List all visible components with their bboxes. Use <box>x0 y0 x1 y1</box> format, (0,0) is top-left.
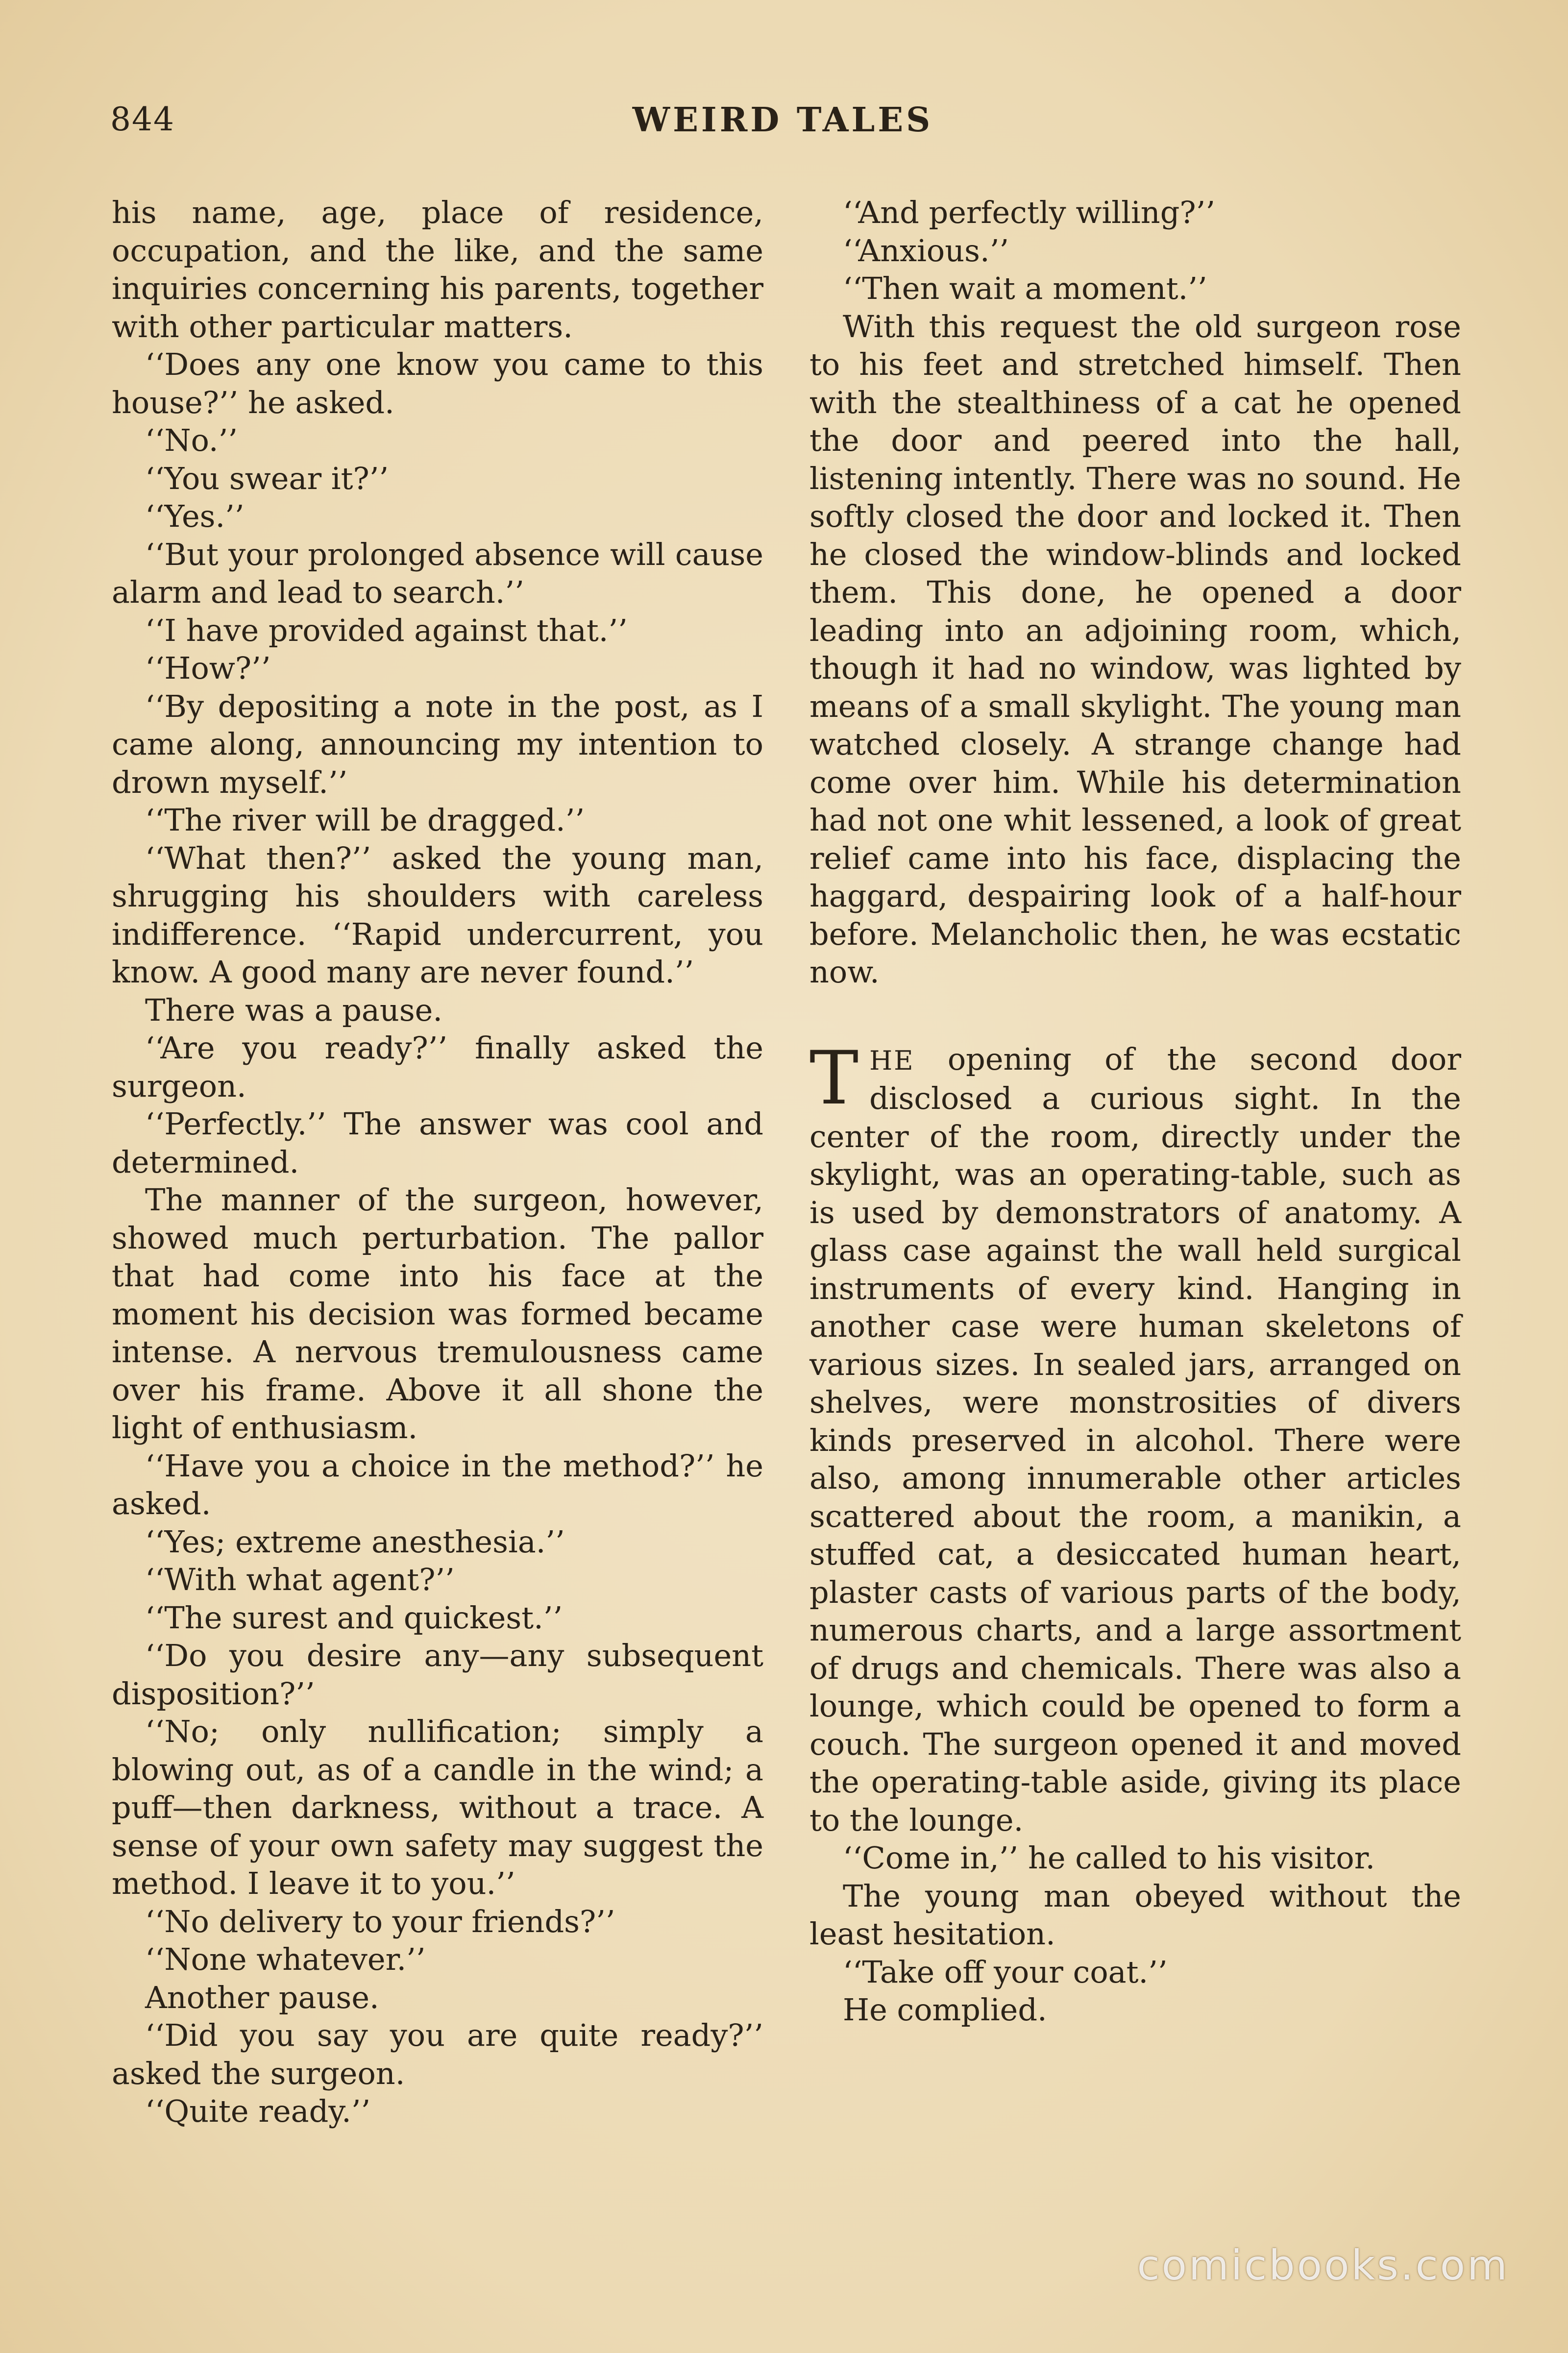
paragraph: ‘‘Have you a choice in the method?’’ he asked. <box>112 1447 763 1521</box>
paragraph: ‘‘You swear it?’’ <box>145 460 389 496</box>
paragraph: his name, age, place of residence, occupation, and the like, and the same inquiries concerning his parents, together with other particular matters. <box>112 195 763 344</box>
running-head: WEIRD TALES <box>632 100 933 140</box>
paragraph: ‘‘With what agent?’’ <box>145 1562 455 1597</box>
page-number: 844 <box>110 100 175 138</box>
paragraph: ‘‘The surest and quickest.’’ <box>145 1599 563 1636</box>
section-break <box>809 991 1461 1040</box>
section-opening-text: opening of the second door disclosed a curious sight. In the center of the room, directly under the skylight, was an operating-table, such as is used by demonstrators of anatomy. A glass case against the wall held surgical instruments of every kind. Hanging in another case were human skeletons of various sizes. In sealed jars, arranged on shelves, were monstrosities of divers kinds preserved in alcohol. There were also, among innumerable other articles scattered about the room, a manikin, a stuffed cat, a desiccated human heart, plaster casts of various parts of the body, numerous charts, and a large assortment of drugs and chemicals. There was also a lounge, which could be opened to form a couch. The surgeon opened it and moved the operating-table aside, giving its place to the lounge. <box>809 1041 1461 1838</box>
paragraph: ‘‘Do you desire any—any subsequent disposition?’’ <box>112 1638 763 1712</box>
paragraph: ‘‘No.’’ <box>145 422 238 458</box>
paragraph: ‘‘No delivery to your friends?’’ <box>145 1903 615 1939</box>
paragraph: ‘‘Perfectly.’’ The answer was cool and determined. <box>112 1106 763 1180</box>
paragraph: ‘‘Anxious.’’ <box>843 232 1009 269</box>
paragraph: ‘‘Come in,’’ he called to his visitor. <box>843 1840 1375 1876</box>
paragraph: Another pause. <box>145 1979 379 2015</box>
paragraph: ‘‘And perfectly willing?’’ <box>843 195 1216 230</box>
paragraph: ‘‘Are you ready?’’ finally asked the surgeon. <box>112 1030 763 1104</box>
paragraph: ‘‘What then?’’ asked the young man, shrugging his shoulders with careless indifference. ‘‘Rapid undercurrent, you know. A good many are never found.’’ <box>112 840 763 990</box>
left-column <box>112 194 763 2131</box>
paragraph: ‘‘Then wait a moment.’’ <box>843 270 1207 306</box>
paragraph: He complied. <box>843 1992 1047 2028</box>
paragraph: There was a pause. <box>145 992 443 1028</box>
paragraph: ‘‘By depositing a note in the post, as I came along, announcing my intention to drown myself.’’ <box>112 688 763 800</box>
small-caps-lead: HE <box>869 1045 915 1076</box>
paragraph: ‘‘Yes.’’ <box>145 498 245 534</box>
paragraph: ‘‘Take off your coat.’’ <box>843 1954 1168 1990</box>
paragraph: ‘‘No; only nullification; simply a blowing out, as of a candle in the wind; a puff—then darkness, without a trace. A sense of your own safety may suggest the method. I leave it to you.’’ <box>112 1714 763 1901</box>
watermark: comicbooks.com <box>1137 2241 1509 2289</box>
paragraph: ‘‘I have provided against that.’’ <box>145 612 628 648</box>
paragraph: ‘‘Does any one know you came to this house?’’ he asked. <box>112 346 763 420</box>
paragraph: ‘‘Quite ready.’’ <box>145 2093 371 2129</box>
page-header <box>110 100 1455 145</box>
paragraph: The young man obeyed without the least hesitation. <box>809 1878 1461 1952</box>
section-opening-paragraph <box>809 1035 1461 1839</box>
paragraph: ‘‘The river will be dragged.’’ <box>145 802 585 838</box>
paragraph: ‘‘Did you say you are quite ready?’’ asked the surgeon. <box>112 2017 763 2091</box>
right-column <box>809 194 1461 2029</box>
paragraph: ‘‘How?’’ <box>145 650 271 686</box>
paragraph: With this request the old surgeon rose to his feet and stretched himself. Then with the stealthiness of a cat he opened the door and peered into the hall, listening intently. There was no sound. He softly closed the door and locked it. Then he closed the window-blinds and locked them. This done, he opened a door leading into an adjoining room, which, though it had no window, was lighted by means of a small skylight. The young man watched closely. A strange change had come over him. While his determination had not one whit lessened, a look of great relief came into his face, displacing the haggard, despairing look of a half-hour before. Melancholic then, he was ecstatic now. <box>809 308 1461 990</box>
drop-cap: T <box>809 1035 859 1121</box>
paragraph: ‘‘But your prolonged absence will cause alarm and lead to search.’’ <box>112 536 763 610</box>
paragraph: ‘‘None whatever.’’ <box>145 1941 426 1977</box>
paragraph: The manner of the surgeon, however, showed much perturbation. The pallor that had come into his face at the moment his decision was formed became intense. A nervous tremulousness came over his frame. Above it all shone the light of enthusiasm. <box>112 1182 763 1446</box>
paragraph: ‘‘Yes; extreme anesthesia.’’ <box>145 1523 565 1560</box>
